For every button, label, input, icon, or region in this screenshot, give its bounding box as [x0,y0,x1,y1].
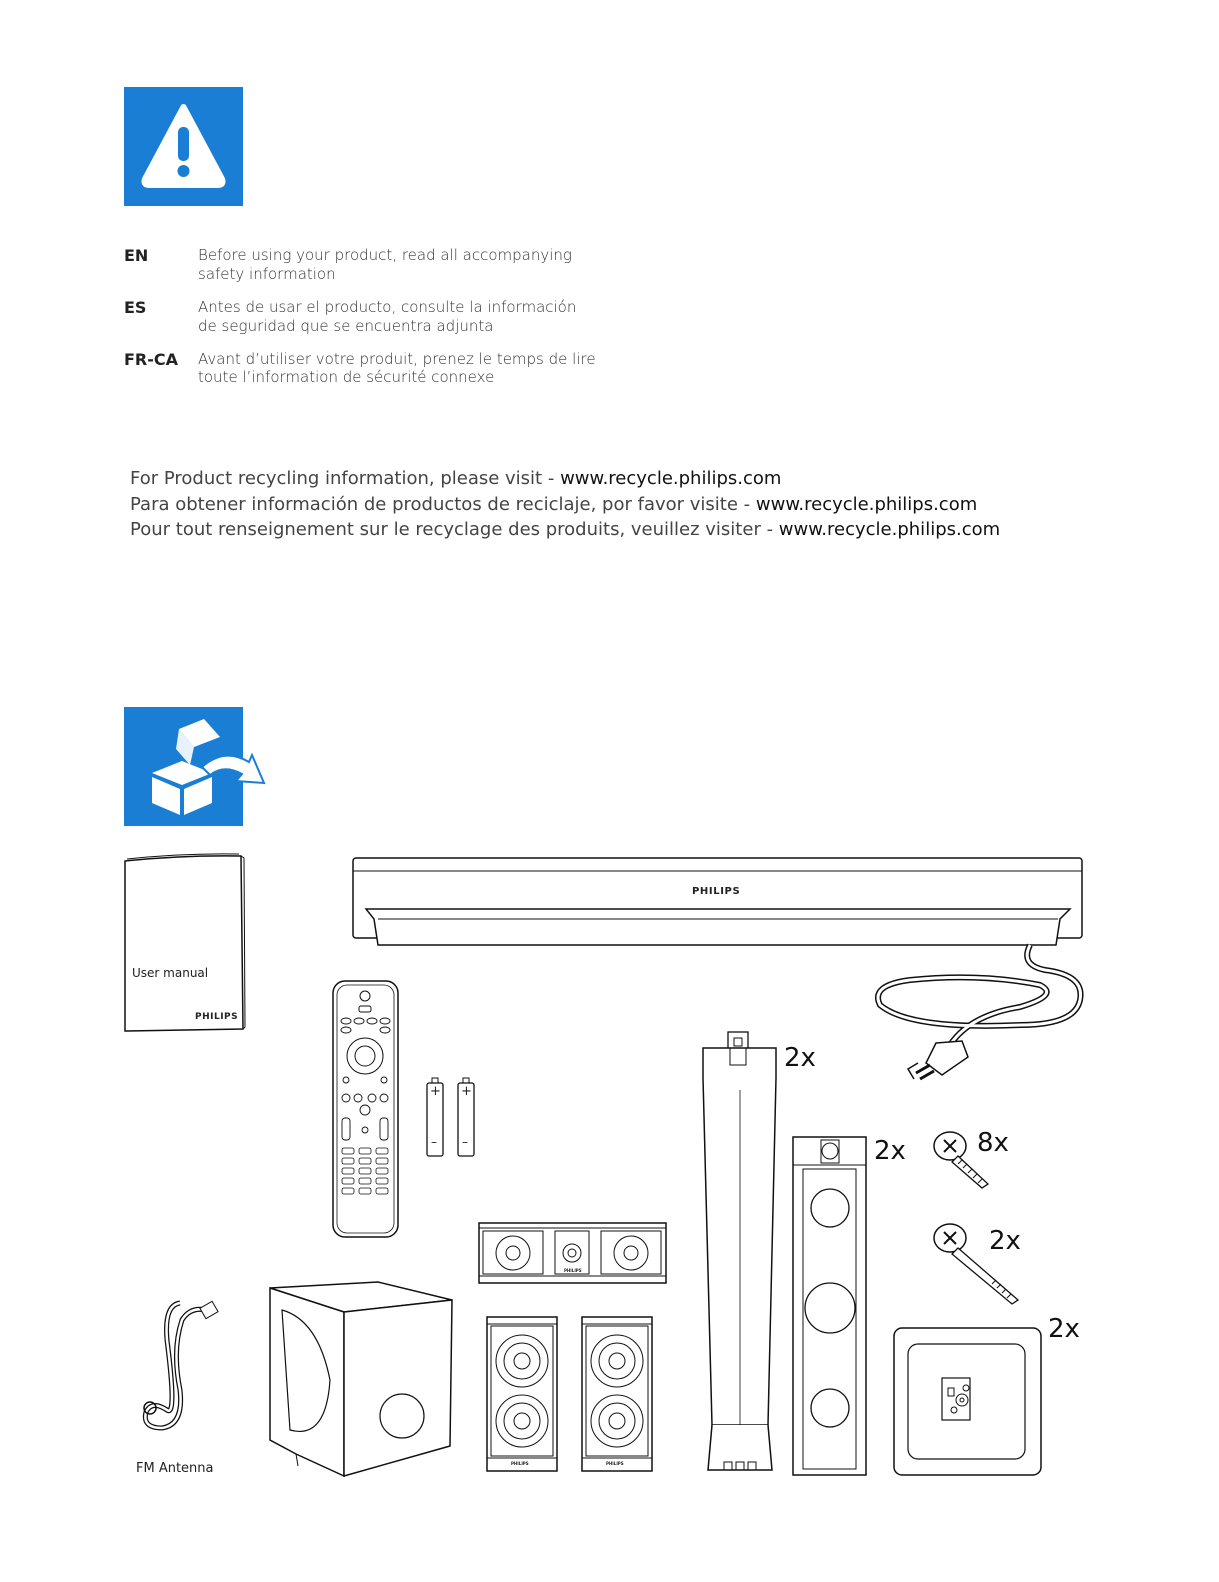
lang-text-en-line1: Before using your product, read all accompanying [198,246,572,264]
wall-bracket [892,1326,1044,1478]
center-speaker-brand: PHILIPS [564,1268,582,1273]
long-screw-count: 2x [989,1226,1021,1256]
warning-icon [124,87,243,206]
fm-antenna [132,1300,232,1480]
recycling-text-es: Para obtener información de productos de reciclaje, por favor visite - [130,494,756,515]
front-speaker-left-brand: PHILIPS [511,1461,529,1466]
recycling-url-en[interactable]: www.recycle.philips.com [560,468,782,489]
tall-speaker [700,1030,780,1475]
recycling-line-en [130,468,781,489]
unbox-icon [124,707,269,826]
front-speaker-right [578,1316,656,1474]
front-speaker-left-drawing [483,1316,561,1474]
recycling-text-fr: Pour tout renseignement sur le recyclage des produits, veuillez visiter - [130,519,779,540]
lang-code-fr-ca: FR-CA [124,350,179,369]
front-speaker-right-brand: PHILIPS [606,1461,624,1466]
unbox-icon-box [124,707,243,826]
batteries [425,1078,481,1158]
battery-plus-2: + [461,1084,472,1099]
recycling-url-es[interactable]: www.recycle.philips.com [755,494,978,515]
center-speaker-drawing [478,1222,668,1285]
main-unit-drawing [352,857,1084,947]
short-screw-count: 8x [977,1128,1009,1158]
battery-minus-1: – [431,1135,437,1149]
lang-text-fr-line1: Avant d’utiliser votre produit, prenez le temps de lire [198,350,596,368]
recycling-line-fr [130,519,1000,540]
recycling-text-en: For Product recycling information, please visit - [130,468,561,489]
user-manual-label: User manual [132,966,209,980]
tall-speaker-count: 2x [784,1043,816,1073]
front-speaker-left [483,1316,561,1474]
front-speaker-right-drawing [578,1316,656,1474]
subwoofer [268,1280,454,1478]
lang-text-fr-line2: toute l’information de sécurité connexe [198,368,495,386]
rear-speaker [791,1135,869,1477]
rear-speaker-count: 2x [874,1136,906,1166]
fm-antenna-label: FM Antenna [136,1461,214,1476]
wall-bracket-count: 2x [1048,1314,1080,1344]
main-unit-brand: PHILIPS [692,886,741,897]
battery-plus-1: + [430,1084,441,1099]
power-cord [870,945,1090,1100]
recycling-url-fr[interactable]: www.recycle.philips.com [778,519,1001,540]
center-speaker [478,1222,668,1285]
main-unit [352,857,1084,947]
recycling-line-es [130,494,977,515]
remote-control [332,980,400,1240]
lang-code-en: EN [124,246,149,265]
lang-text-en-line2: safety information [198,265,336,283]
warning-icon-box [124,87,243,206]
manual-brand: PHILIPS [195,1012,239,1022]
fm-antenna-drawing [132,1300,232,1440]
lang-text-es-line1: Antes de usar el producto, consulte la información [198,298,577,316]
user-manual-book [123,855,247,1033]
lang-code-es: ES [124,298,147,317]
user-manual [123,855,247,1033]
lang-text-es-line2: de seguridad que se encuentra adjunta [198,317,494,335]
battery-minus-2: – [462,1135,468,1149]
